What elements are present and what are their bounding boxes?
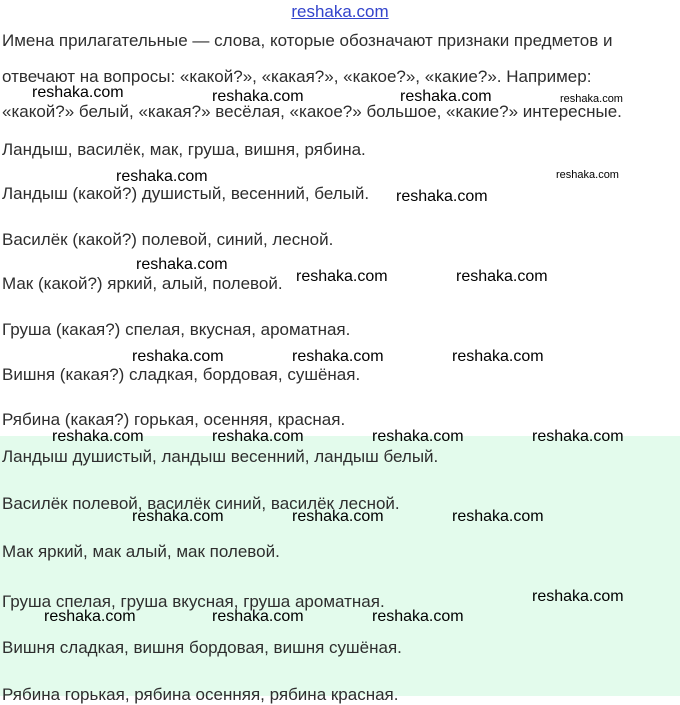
answer-item-1: Ландыш душистый, ландыш весенний, ландыш белый. xyxy=(2,447,439,466)
watermark: reshaka.com xyxy=(292,508,384,525)
watermark: reshaka.com xyxy=(560,93,623,105)
watermark: reshaka.com xyxy=(452,508,544,525)
watermark: reshaka.com xyxy=(532,588,624,605)
watermark: reshaka.com xyxy=(292,348,384,365)
task-item-6: Рябина (какая?) горькая, осенняя, красная. xyxy=(2,410,346,429)
watermark: reshaka.com xyxy=(32,84,124,101)
watermark: reshaka.com xyxy=(372,608,464,625)
watermark: reshaka.com xyxy=(400,88,492,105)
watermark: reshaka.com xyxy=(396,188,488,205)
watermark: reshaka.com xyxy=(296,268,388,285)
watermark: reshaka.com xyxy=(452,348,544,365)
task-words: Ландыш, василёк, мак, груша, вишня, рябина. xyxy=(2,140,366,159)
watermark: reshaka.com xyxy=(136,256,228,273)
watermark: reshaka.com xyxy=(372,428,464,445)
task-item-3: Мак (какой?) яркий, алый, полевой. xyxy=(2,274,283,293)
task-item-5: Вишня (какая?) сладкая, бордовая, сушёная. xyxy=(2,365,361,384)
watermark: reshaka.com xyxy=(52,428,144,445)
task-item-4: Груша (какая?) спелая, вкусная, ароматная. xyxy=(2,320,351,339)
watermark: reshaka.com xyxy=(456,268,548,285)
watermark: reshaka.com xyxy=(212,428,304,445)
watermark: reshaka.com xyxy=(132,348,224,365)
answer-item-4: Груша спелая, груша вкусная, груша ароматная. xyxy=(2,592,385,611)
watermark: reshaka.com xyxy=(44,608,136,625)
watermark: reshaka.com xyxy=(212,88,304,105)
rule-text-line-2: отвечают на вопросы: «какой?», «какая?», «какое?», «какие?». Например: xyxy=(2,67,592,86)
rule-text-line-1: Имена прилагательные — слова, которые обозначают признаки предметов и xyxy=(2,31,613,50)
watermark: reshaka.com xyxy=(556,169,619,181)
answer-item-2: Василёк полевой, василёк синий, василёк лесной. xyxy=(2,494,400,513)
answer-item-3: Мак яркий, мак алый, мак полевой. xyxy=(2,542,280,561)
task-item-2: Василёк (какой?) полевой, синий, лесной. xyxy=(2,230,334,249)
watermark: reshaka.com xyxy=(212,608,304,625)
answer-item-6: Рябина горькая, рябина осенняя, рябина красная. xyxy=(2,685,399,704)
watermark: reshaka.com xyxy=(132,508,224,525)
site-link[interactable]: reshaka.com xyxy=(291,2,389,21)
rule-text-line-3: «какой?» белый, «какая?» весёлая, «какое?» большое, «какие?» интересные. xyxy=(2,102,622,121)
task-item-1: Ландыш (какой?) душистый, весенний, белый. xyxy=(2,184,370,203)
watermark: reshaka.com xyxy=(532,428,624,445)
watermark: reshaka.com xyxy=(116,168,208,185)
answer-item-5: Вишня сладкая, вишня бордовая, вишня сушёная. xyxy=(2,638,402,657)
